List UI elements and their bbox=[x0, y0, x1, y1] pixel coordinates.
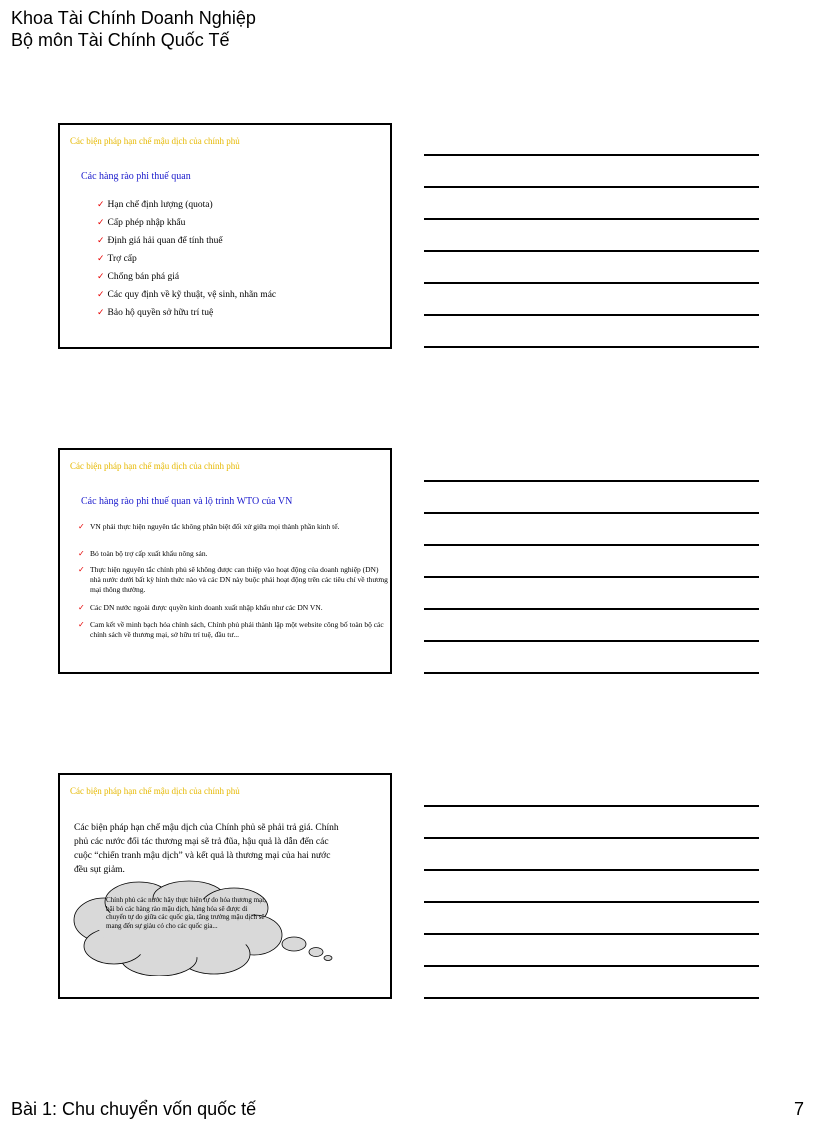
course-faculty: Khoa Tài Chính Doanh Nghiệp bbox=[11, 8, 256, 28]
note-line bbox=[424, 965, 759, 967]
list-item: ✓ VN phải thực hiện nguyên tắc không phân biệt đối xử giữa mọi thành phần kinh tế. bbox=[78, 522, 340, 531]
slide-subtitle: Các hàng rào phi thuế quan và lộ trình WTO của VN bbox=[81, 496, 293, 507]
check-icon: ✓ bbox=[78, 522, 85, 531]
cloud-text: Chính phủ các nước hãy thực hiện tự do hóa thương mại, bãi bỏ các hàng rào mậu dịch, hàng hóa sẽ được di chuyển tự do giữa các quốc gia, tăng trưởng mậu dịch sẽ mang đến sự giàu có cho các quốc gia... bbox=[106, 896, 266, 930]
list-item: ✓ Cấp phép nhập khẩu bbox=[97, 217, 186, 228]
check-icon: ✓ bbox=[78, 565, 85, 574]
slide-paragraph: Các biện pháp hạn chế mậu dịch của Chính phủ sẽ phải trả giá. Chính phủ các nước đối tác thương mại sẽ trả đũa, hậu quả là dẫn đến các cuộc “chiến tranh mậu dịch” và kết quả là thương mại của hai nước đều sụt giảm. bbox=[74, 823, 339, 875]
check-icon: ✓ bbox=[97, 289, 105, 299]
page-number: 7 bbox=[794, 1099, 805, 1119]
note-line bbox=[424, 672, 759, 674]
list-item: ✓ Thực hiện nguyên tắc chính phủ sẽ không được can thiệp vào hoạt động của doanh nghiệp (DN) nhà nước dưới bất kỳ hình thức nào và các DN này buộc phải hoạt động trên các tiêu chí về thương mại thông thường. bbox=[78, 565, 388, 594]
list-item: ✓ Chống bán phá giá bbox=[97, 271, 180, 282]
list-item: ✓ Cam kết về minh bạch hóa chính sách, Chính phủ phải thành lập một website công bố toàn bộ các chính sách về thương mại, sở hữu trí tuệ, đầu tư... bbox=[78, 620, 384, 639]
check-icon: ✓ bbox=[97, 253, 105, 263]
check-icon: ✓ bbox=[97, 307, 105, 317]
note-line bbox=[424, 837, 759, 839]
slide-3 bbox=[58, 773, 392, 999]
note-line bbox=[424, 480, 759, 482]
check-icon: ✓ bbox=[97, 235, 105, 245]
note-line bbox=[424, 608, 759, 610]
note-line bbox=[424, 997, 759, 999]
check-icon: ✓ bbox=[78, 549, 85, 558]
course-department: Bộ môn Tài Chính Quốc Tế bbox=[11, 30, 230, 50]
note-line bbox=[424, 576, 759, 578]
slide-title: Các biện pháp hạn chế mậu dịch của chính phủ bbox=[70, 136, 240, 146]
list-item: ✓ Các quy định về kỹ thuật, vệ sinh, nhãn mác bbox=[97, 289, 277, 300]
slide-title: Các biện pháp hạn chế mậu dịch của chính phủ bbox=[70, 786, 240, 796]
list-item: ✓ Trợ cấp bbox=[97, 253, 137, 264]
note-line bbox=[424, 869, 759, 871]
note-line bbox=[424, 282, 759, 284]
list-item: ✓ Bỏ toàn bộ trợ cấp xuất khẩu nông sản. bbox=[78, 549, 208, 558]
note-line bbox=[424, 314, 759, 316]
slide-title: Các biện pháp hạn chế mậu dịch của chính phủ bbox=[70, 461, 240, 471]
note-line bbox=[424, 186, 759, 188]
list-item: ✓ Bảo hộ quyền sở hữu trí tuệ bbox=[97, 307, 214, 318]
note-line bbox=[424, 218, 759, 220]
check-icon: ✓ bbox=[97, 199, 105, 209]
slide-2 bbox=[58, 448, 392, 674]
check-icon: ✓ bbox=[97, 217, 105, 227]
list-item: ✓ Hạn chế định lượng (quota) bbox=[97, 199, 213, 210]
slide-1 bbox=[58, 123, 392, 349]
check-icon: ✓ bbox=[78, 603, 85, 612]
list-item: ✓ Định giá hải quan để tính thuế bbox=[97, 235, 223, 246]
note-line bbox=[424, 154, 759, 156]
note-line bbox=[424, 544, 759, 546]
note-line bbox=[424, 512, 759, 514]
note-line bbox=[424, 250, 759, 252]
list-item: ✓ Các DN nước ngoài được quyền kinh doanh xuất nhập khẩu như các DN VN. bbox=[78, 603, 323, 612]
note-line bbox=[424, 901, 759, 903]
note-line bbox=[424, 346, 759, 348]
note-line bbox=[424, 640, 759, 642]
slide-subtitle: Các hàng rào phi thuế quan bbox=[81, 171, 191, 182]
lecture-title: Bài 1: Chu chuyển vốn quốc tế bbox=[11, 1099, 257, 1119]
note-line bbox=[424, 933, 759, 935]
check-icon: ✓ bbox=[78, 620, 85, 629]
check-icon: ✓ bbox=[97, 271, 105, 281]
note-line bbox=[424, 805, 759, 807]
